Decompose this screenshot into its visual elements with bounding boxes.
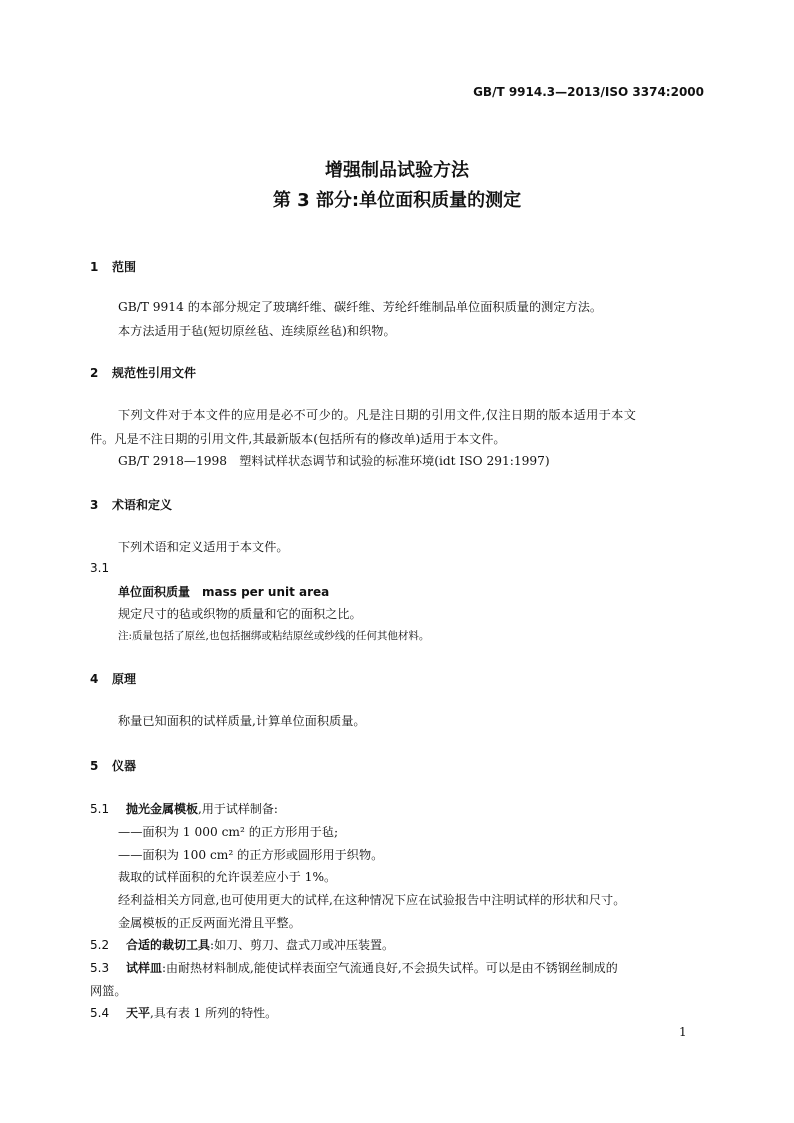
clause-5-1-tolerance: 裁取的试样面积的允许误差应小于 1%。 — [118, 870, 337, 884]
section-5-heading: 5 仪器 — [90, 759, 137, 773]
section-1-heading: 1 范围 — [90, 260, 137, 274]
clause-5-1-item-1: ——面积为 1 000 cm² 的正方形用于毡; — [118, 825, 339, 839]
standard-code-header: GB/T 9914.3—2013/ISO 3374:2000 — [473, 85, 704, 99]
section-3-intro: 下列术语和定义适用于本文件。 — [118, 540, 289, 554]
document-title: 增强制品试验方法 — [325, 160, 469, 181]
clause-5-2: 5.2 合适的裁切工具:如刀、剪刀、盘式刀或冲压装置。 — [90, 938, 395, 952]
page-number: 1 — [679, 1025, 687, 1039]
term-chinese: 单位面积质量 — [118, 585, 191, 599]
clause-5-3: 5.3 试样皿:由耐热材料制成,能使试样表面空气流通良好,不会损失试样。可以是由不锈钢丝制成的 — [90, 961, 618, 975]
section-4-heading: 4 原理 — [90, 672, 137, 686]
section-2-paragraph-line-2: 件。凡是不注日期的引用文件,其最新版本(包括所有的修改单)适用于本文件。 — [90, 432, 506, 446]
term-entry — [118, 583, 329, 600]
clause-5-1: 5.1 抛光金属模板,用于试样制备: — [90, 802, 278, 816]
clause-3-1-number: 3.1 — [90, 561, 110, 575]
section-1-paragraph-1: GB/T 9914 的本部分规定了玻璃纤维、碳纤维、芳纶纤维制品单位面积质量的测定方法。 — [118, 300, 603, 314]
normative-reference: GB/T 2918—1998 塑料试样状态调节和试验的标准环境(idt ISO 291:1997) — [118, 454, 550, 468]
clause-5-4: 5.4 天平,具有表 1 所列的特性。 — [90, 1006, 278, 1020]
document-subtitle: 第 3 部分:单位面积质量的测定 — [272, 190, 522, 211]
clause-5-1-template-surface: 金属模板的正反两面光滑且平整。 — [118, 916, 301, 930]
section-4-paragraph: 称量已知面积的试样质量,计算单位面积质量。 — [118, 714, 366, 728]
term-english: mass per unit area — [202, 585, 330, 599]
section-3-heading: 3 术语和定义 — [90, 498, 173, 512]
term-definition: 规定尺寸的毡或织物的质量和它的面积之比。 — [118, 607, 362, 621]
term-note: 注:质量包括了原丝,也包括捆绑或粘结原丝或纱线的任何其他材料。 — [118, 630, 430, 642]
clause-5-1-larger-specimen: 经利益相关方同意,也可使用更大的试样,在这种情况下应在试验报告中注明试样的形状和尺寸。 — [118, 893, 626, 907]
section-2-paragraph-line-1: 下列文件对于本文件的应用是必不可少的。凡是注日期的引用文件,仅注日期的版本适用于本文 — [118, 408, 637, 422]
clause-5-1-item-2: ——面积为 100 cm² 的正方形或圆形用于织物。 — [118, 848, 384, 862]
section-1-paragraph-2: 本方法适用于毡(短切原丝毡、连续原丝毡)和织物。 — [118, 324, 396, 338]
clause-5-3-continuation: 网篮。 — [90, 984, 127, 998]
section-2-heading: 2 规范性引用文件 — [90, 366, 197, 380]
